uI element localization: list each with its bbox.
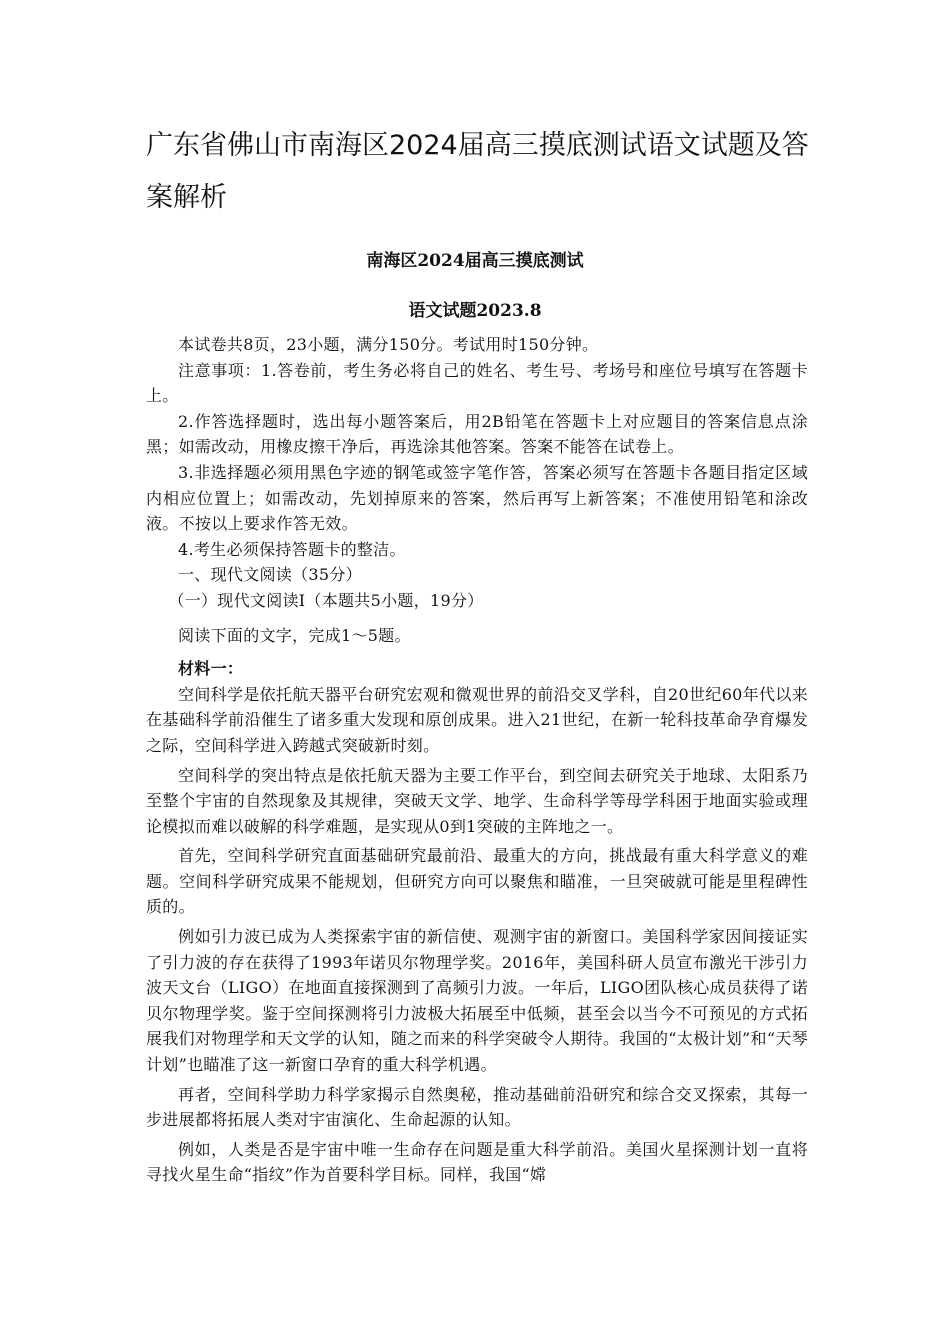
section-heading: 一、现代文阅读（35分） xyxy=(178,565,362,585)
notice-1: 注意事项：1.答卷前，考生务必将自己的姓名、考生号、考场号和座位号填写在答题卡上。 xyxy=(146,360,808,406)
reading-instruction: 阅读下面的文字，完成1～5题。 xyxy=(178,625,411,645)
material-label: 材料一： xyxy=(178,659,244,679)
material-paragraph: 例如，人类是否是宇宙中唯一生命存在问题是重大科学前沿。美国火星探测计划一直将寻找火星生命“指纹”作为首要科学目标。同样，我国“嫦 xyxy=(146,1139,808,1185)
notice-4: 4.考生必须保持答题卡的整洁。 xyxy=(178,539,406,559)
material-paragraph: 例如引力波已成为人类探索宇宙的新信使、观测宇宙的新窗口。美国科学家因间接证实了引力波的存在获得了1993年诺贝尔物理学奖。2016年，美国科研人员宣布激光干涉引力波天文台（LIGO）在地面直接探测到了高频引力波。一年后，LIGO团队核心成员获得了诺贝尔物理学奖。鉴于空间探测将引力波极大拓展至中低频，甚至会以当今不可预见的方式拓展我们对物理学和天文学的认知，随之而来的科学突破令人期待。我国的“太极计划”和“天琴计划”也瞄准了这一新窗口孕育的重大科学机遇。 xyxy=(146,927,808,1075)
notice-3: 3.非选择题必须用黑色字迹的钢笔或签字笔作答，答案必须写在答题卡各题目指定区域内相应位置上；如需改动，先划掉原来的答案，然后再写上新答案；不准使用铅笔和涂改液。不按以上要求作答无效。 xyxy=(146,462,808,534)
document-body xyxy=(146,332,808,1188)
material-paragraph: 空间科学的突出特点是依托航天器为主要工作平台，到空间去研究关于地球、太阳系乃至整个宇宙的自然现象及其规律，突破天文学、地学、生命科学等母学科困于地面实验或理论模拟而难以破解的科学难题，是实现从0到1突破的主阵地之一。 xyxy=(146,765,808,836)
material-paragraph: 首先，空间科学研究直面基础研究最前沿、最重大的方向，挑战最有重大科学意义的难题。空间科学研究成果不能规划，但研究方向可以聚焦和瞄准，一旦突破就可能是里程碑性质的。 xyxy=(146,846,808,917)
document-title: 广东省佛山市南海区2024届高三摸底测试语文试题及答案解析 xyxy=(146,130,809,213)
exam-header-subject: 语文试题2023.8 xyxy=(408,301,542,321)
material-paragraph: 空间科学是依托航天器平台研究宏观和微观世界的前沿交叉学科，自20世纪60年代以来在基础科学前沿催生了诸多重大发现和原创成果。进入21世纪，在新一轮科技革命孕育爆发之际，空间科学进入跨越式突破新时刻。 xyxy=(146,684,808,755)
material-paragraph: 再者，空间科学助力科学家揭示自然奥秘，推动基础前沿研究和综合交叉探索，其每一步进展都将拓展人类对宇宙演化、生命起源的认知。 xyxy=(146,1084,808,1130)
exam-header-school: 南海区2024届高三摸底测试 xyxy=(366,251,584,271)
subsection-heading: （一）现代文阅读Ⅰ（本题共5小题，19分） xyxy=(168,590,484,610)
notice-2: 2.作答选择题时，选出每小题答案后，用2B铅笔在答题卡上对应题目的答案信息点涂黑；如需改动，用橡皮擦干净后，再选涂其他答案。答案不能答在试卷上。 xyxy=(146,411,808,457)
intro-paragraph: 本试卷共8页，23小题，满分150分。考试用时150分钟。 xyxy=(178,335,599,354)
